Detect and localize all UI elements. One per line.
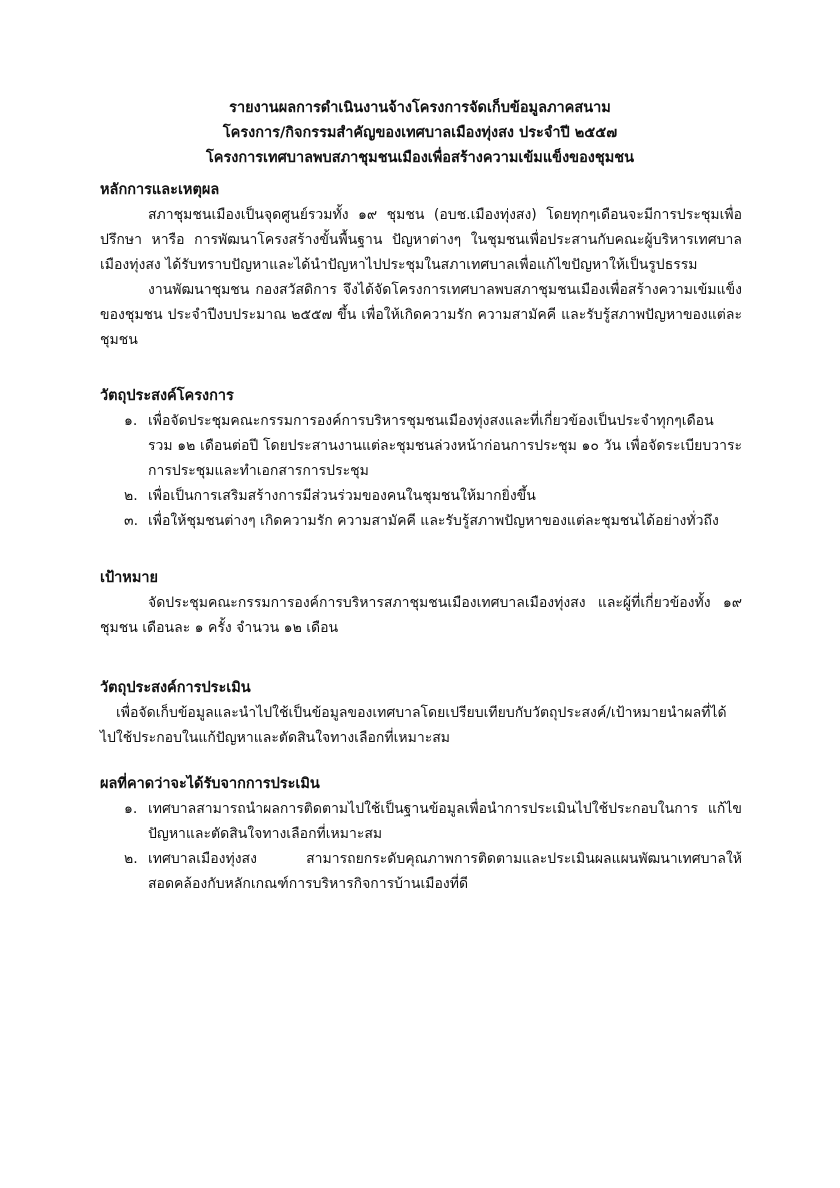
evaluation-objective-heading: วัตถุประสงค์การประเมิน (100, 680, 251, 696)
rationale-section (100, 178, 742, 353)
objectives-heading: วัตถุประสงค์โครงการ (100, 388, 234, 404)
rationale-heading: หลักการและเหตุผล (100, 182, 220, 198)
title-line-2: โครงการ/กิจกรรมสำคัญของเทศบาลเมืองทุ่งสง ประจำปี ๒๕๕๗ (222, 125, 618, 141)
target-heading: เป้าหมาย (100, 570, 159, 586)
target-section (100, 566, 742, 641)
objective-item (100, 509, 742, 534)
rationale-paragraph-2: งานพัฒนาชุมชน กองสวัสดิการ จึงได้จัดโครงการเทศบาลพบสภาชุมชนเมืองเพื่อสร้างความเข้มแข็งของชุมชน ประจำปีงบประมาณ ๒๕๕๗ ขึ้น เพื่อให้เกิดความรัก ความสามัคคี และรับรู้สภาพปัญหาของแต่ละชุมชน (100, 282, 742, 348)
objective-number: ๓. (124, 513, 139, 529)
objective-text: เพื่อจัดประชุมคณะกรรมการองค์การบริหารชุมชนเมืองทุ่งสงและที่เกี่ยวข้องเป็นประจำทุกๆเดือน รวม ๑๒ เดือนต่อปี โดยประสานงานแต่ละชุมชนล่วงหน้าก่อนการประชุม ๑๐ วัน เพื่อจัดระเบียบวาระการประชุมและทำเอกสารการประชุม (148, 413, 742, 479)
evaluation-objective-paragraph: เพื่อจัดเก็บข้อมูลและนำไปใช้เป็นข้อมูลของเทศบาลโดยเปรียบเทียบกับวัตถุประสงค์/เป้าหมายนำผลที่ได้ไปใช้ประกอบในแก้ปัญหาและตัดสินใจทางเลือกที่เหมาะสม (100, 705, 727, 746)
expected-result-number: ๒. (124, 851, 138, 867)
expected-results-heading: ผลที่คาดว่าจะได้รับจากการประเมิน (100, 776, 320, 792)
document-title (100, 96, 740, 171)
title-line-3: โครงการเทศบาลพบสภาชุมชนเมืองเพื่อสร้างความเข้มแข็งของชุมชน (205, 150, 635, 166)
objectives-section (100, 384, 742, 534)
expected-result-number: ๑. (124, 801, 138, 817)
expected-result-item (100, 797, 742, 847)
objective-number: ๒. (124, 488, 138, 504)
title-line-1: รายงานผลการดำเนินงานจ้างโครงการจัดเก็บข้อมูลภาคสนาม (229, 100, 611, 116)
evaluation-objective-section (100, 676, 742, 751)
objective-number: ๑. (124, 413, 138, 429)
objective-text: เพื่อเป็นการเสริมสร้างการมีส่วนร่วมของคนในชุมชนให้มากยิ่งขึ้น (148, 488, 536, 504)
target-paragraph: จัดประชุมคณะกรรมการองค์การบริหารสภาชุมชนเมืองเทศบาลเมืองทุ่งสง และผู้ที่เกี่ยวข้องทั้ง ๑๙ ชุมชน เดือนละ ๑ ครั้ง จำนวน ๑๒ เดือน (100, 595, 742, 636)
expected-result-text: เทศบาลเมืองทุ่งสง สามารถยกระดับคุณภาพการติดตามและประเมินผลแผนพัฒนาเทศบาลให้สอดคล้องกับหลักเกณฑ์การบริหารกิจการบ้านเมืองที่ดี (148, 851, 742, 892)
rationale-paragraph-1: สภาชุมชนเมืองเป็นจุดศูนย์รวมทั้ง ๑๙ ชุมชน (อบช.เมืองทุ่งสง) โดยทุกๆเดือนจะมีการประชุมเพื่อปรึกษา หารือ การพัฒนาโครงสร้างขั้นพื้นฐาน ปัญหาต่างๆ ในชุมชนเพื่อประสานกับคณะผู้บริหารเทศบาลเมืองทุ่งสง ได้รับทราบปัญหาและได้นำปัญหาไปประชุมในสภาเทศบาลเพื่อแก้ไขปัญหาให้เป็นรูปธรรม (100, 207, 742, 273)
objective-item (100, 409, 742, 484)
expected-results-section (100, 772, 742, 897)
objective-item (100, 484, 742, 509)
expected-result-text: เทศบาลสามารถนำผลการติดตามไปใช้เป็นฐานข้อมูลเพื่อนำการประเมินไปใช้ประกอบในการ แก้ไขปัญหาและตัดสินใจทางเลือกที่เหมาะสม (148, 801, 742, 842)
expected-result-item (100, 847, 742, 897)
objective-text: เพื่อให้ชุมชนต่างๆ เกิดความรัก ความสามัคคี และรับรู้สภาพปัญหาของแต่ละชุมชนได้อย่างทั่วถึง (148, 513, 719, 529)
